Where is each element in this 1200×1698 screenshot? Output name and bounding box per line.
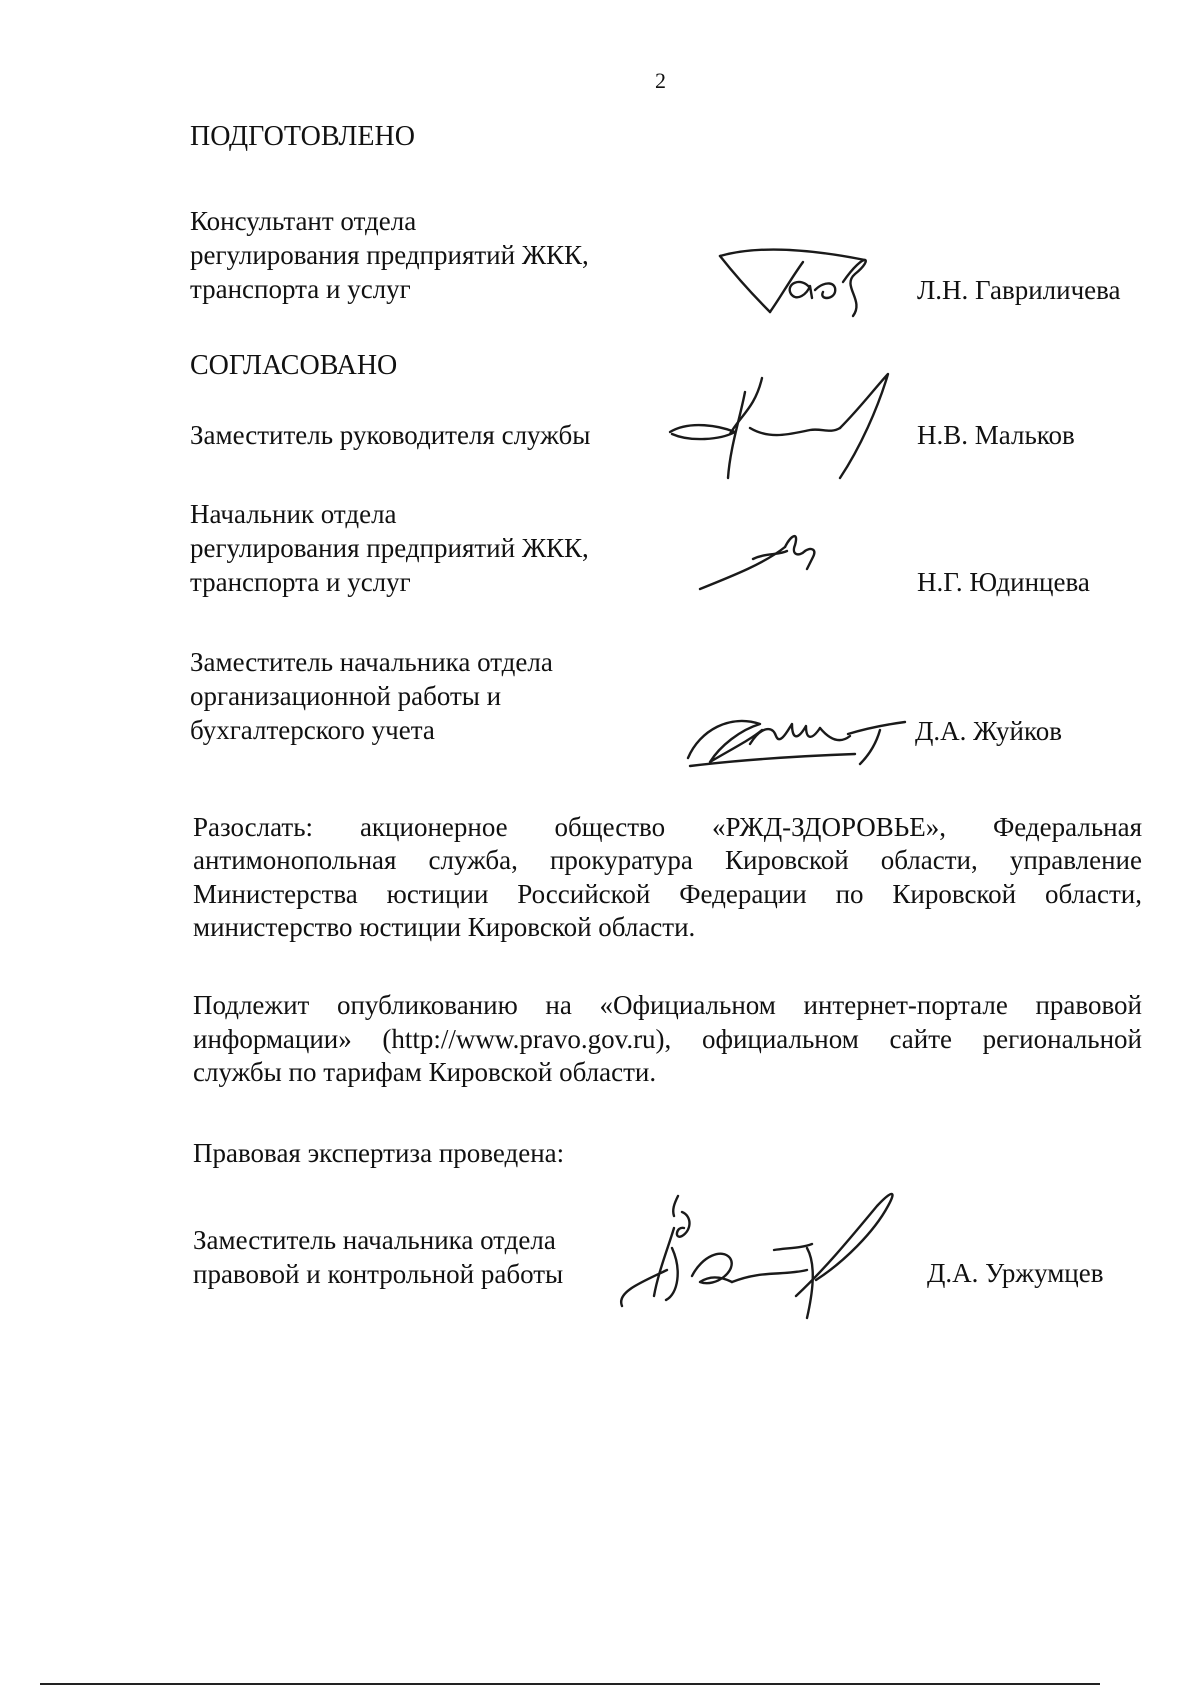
signatory-1-position (190, 418, 590, 452)
signatory-3-position (190, 645, 553, 747)
signatory-3-name: Д.А. Жуйков (915, 716, 1062, 746)
prepared-heading: ПОДГОТОВЛЕНО (190, 121, 415, 152)
signatory-2-position-line-2: регулирования предприятий ЖКК, (190, 533, 589, 563)
signatory-2-position-line-1: Начальник отдела (190, 499, 397, 529)
legal-review-position-line-2: правовой и контрольной работы (193, 1259, 564, 1289)
distribution-line-3: Министерства юстиции Российской Федерации по Кировской области, (193, 879, 1142, 909)
signature-zhuykov (680, 700, 910, 770)
signatory-2-position-line-3: транспорта и услуг (190, 567, 411, 597)
signatory-1-position-line-1: Заместитель руководителя службы (190, 420, 591, 450)
legal-review-position (193, 1223, 563, 1291)
publication-line-2: информации» (http://www.pravo.gov.ru), официальном сайте региональной (193, 1024, 1142, 1054)
publication-line-3: службы по тарифам Кировской области. (193, 1057, 657, 1087)
legal-review-position-line-1: Заместитель начальника отдела (193, 1225, 556, 1255)
publication-line-1: Подлежит опубликованию на «Официальном интернет-портале правовой (193, 990, 1142, 1020)
legal-review-heading: Правовая экспертиза проведена: (193, 1138, 565, 1168)
prepared-position-line-2: регулирования предприятий ЖКК, (190, 240, 589, 270)
signature-gavrilicheva (715, 240, 875, 320)
signature-urzhumtsev (612, 1178, 932, 1323)
signatory-1-name: Н.В. Мальков (917, 420, 1075, 450)
signatory-2-name: Н.Г. Юдинцева (917, 567, 1090, 597)
prepared-position-line-1: Консультант отдела (190, 206, 417, 236)
agreed-heading: СОГЛАСОВАНО (190, 350, 398, 381)
prepared-position (190, 204, 589, 306)
legal-review-name: Д.А. Уржумцев (927, 1258, 1104, 1288)
distribution-line-1: Разослать: акционерное общество «РЖД-ЗДОРОВЬЕ», Федеральная (193, 812, 1142, 842)
signature-malkov (660, 368, 910, 488)
signatory-3-position-line-1: Заместитель начальника отдела (190, 647, 553, 677)
signatory-3-position-line-2: организационной работы и (190, 681, 502, 711)
signatory-3-position-line-3: бухгалтерского учета (190, 715, 435, 745)
page-number: 2 (655, 68, 666, 93)
prepared-name: Л.Н. Гавриличева (917, 275, 1121, 305)
distribution-line-4: министерство юстиции Кировской области. (193, 912, 696, 942)
prepared-position-line-3: транспорта и услуг (190, 274, 411, 304)
distribution-line-2: антимонопольная служба, прокуратура Кировской области, управление (193, 845, 1142, 875)
signatory-2-position (190, 497, 589, 599)
signature-yudintseva (695, 525, 825, 595)
bottom-rule (40, 1683, 1100, 1685)
